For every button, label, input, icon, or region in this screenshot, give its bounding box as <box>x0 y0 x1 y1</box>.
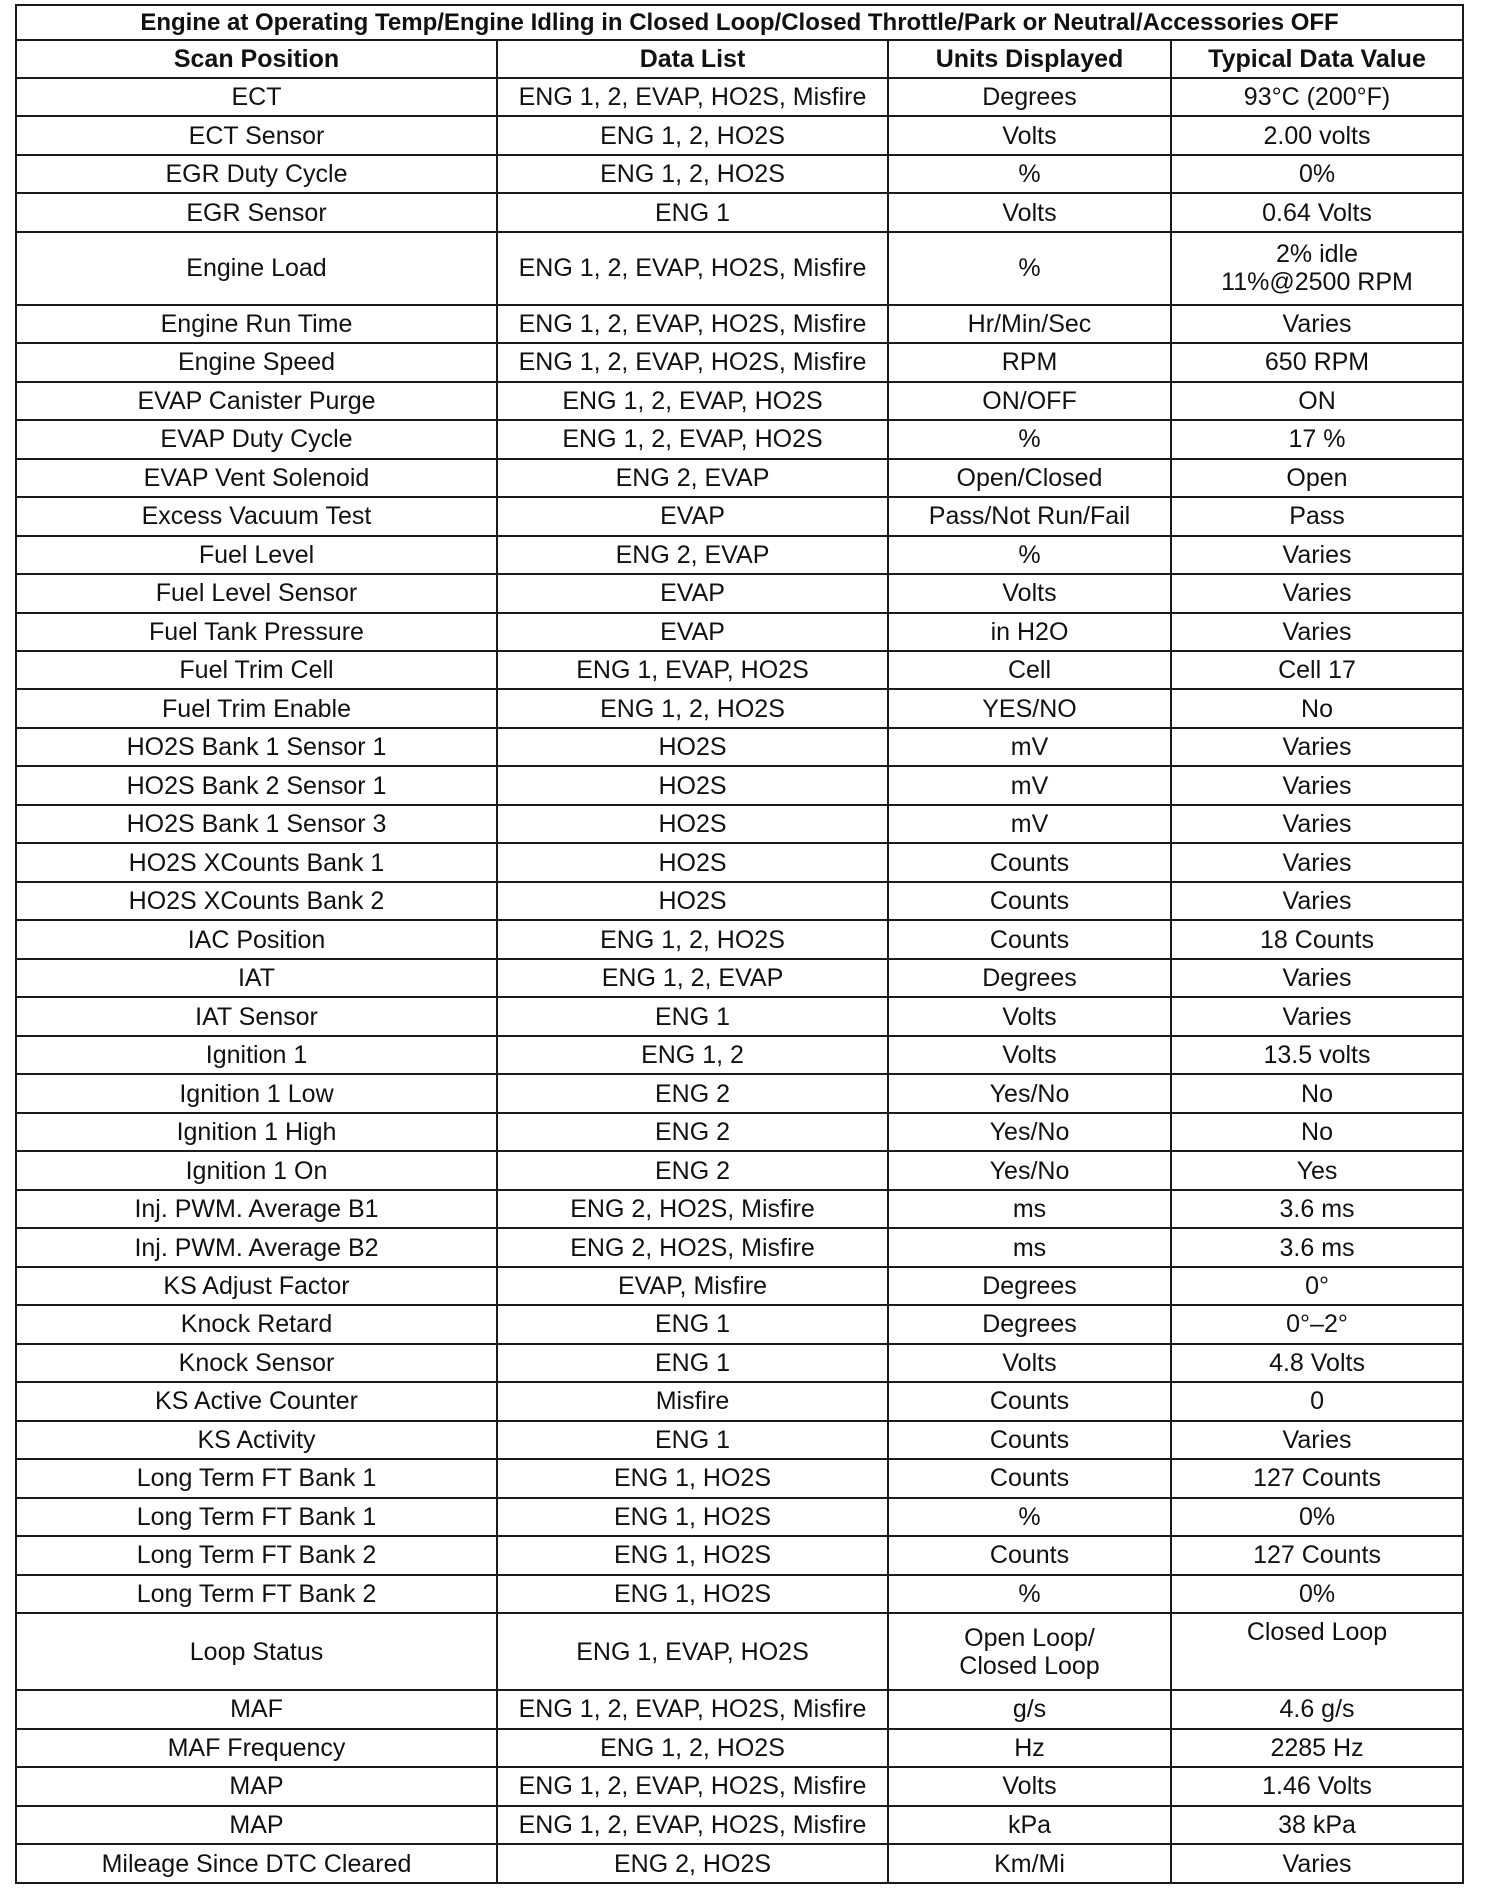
cell-typical-data-value: Varies <box>1171 959 1463 997</box>
cell-scan-position: Ignition 1 On <box>16 1151 497 1189</box>
cell-typical-data-value: Varies <box>1171 997 1463 1035</box>
cell-data-list: ENG 1, 2, HO2S <box>497 116 888 154</box>
table-row <box>16 689 1463 727</box>
cell-scan-position: Long Term FT Bank 1 <box>16 1498 497 1536</box>
cell-units-displayed: Volts <box>888 116 1171 154</box>
cell-typical-data-value: 18 Counts <box>1171 920 1463 958</box>
cell-units-displayed: Degrees <box>888 78 1171 116</box>
cell-units-displayed: Counts <box>888 920 1171 958</box>
cell-typical-data-value: Varies <box>1171 766 1463 804</box>
cell-data-list: ENG 1, 2, HO2S <box>497 920 888 958</box>
cell-scan-position: Knock Retard <box>16 1305 497 1343</box>
cell-typical-data-value: 0% <box>1171 1498 1463 1536</box>
cell-units-displayed: Volts <box>888 1344 1171 1382</box>
cell-units-displayed: ON/OFF <box>888 382 1171 420</box>
cell-units-displayed: Km/Mi <box>888 1844 1171 1883</box>
cell-units-displayed: Yes/No <box>888 1074 1171 1112</box>
cell-typical-data-value: 0% <box>1171 155 1463 193</box>
cell-scan-position: HO2S XCounts Bank 2 <box>16 882 497 920</box>
cell-units-displayed: Hz <box>888 1729 1171 1767</box>
cell-units-displayed: % <box>888 1575 1171 1613</box>
table-row <box>16 1613 1463 1690</box>
cell-typical-data-value: Varies <box>1171 613 1463 651</box>
cell-scan-position: ECT Sensor <box>16 116 497 154</box>
cell-scan-position: KS Adjust Factor <box>16 1267 497 1305</box>
table-row <box>16 1767 1463 1805</box>
cell-typical-data-value: 13.5 volts <box>1171 1036 1463 1074</box>
cell-typical-data-value: Varies <box>1171 728 1463 766</box>
cell-data-list: EVAP <box>497 613 888 651</box>
cell-units-displayed: ms <box>888 1190 1171 1228</box>
table-row <box>16 459 1463 497</box>
cell-typical-data-value: 3.6 ms <box>1171 1228 1463 1266</box>
cell-scan-position: HO2S Bank 1 Sensor 1 <box>16 728 497 766</box>
cell-data-list: ENG 1, 2, EVAP, HO2S <box>497 420 888 458</box>
table-row <box>16 574 1463 612</box>
cell-data-list: ENG 2 <box>497 1151 888 1189</box>
cell-data-list: ENG 1 <box>497 1344 888 1382</box>
cell-data-list: ENG 1, 2, HO2S <box>497 155 888 193</box>
cell-units-displayed: Counts <box>888 1421 1171 1459</box>
cell-units-displayed: Counts <box>888 1459 1171 1497</box>
table-row <box>16 1844 1463 1883</box>
cell-typical-data-value: Cell 17 <box>1171 651 1463 689</box>
table-row <box>16 997 1463 1035</box>
table-row <box>16 193 1463 231</box>
column-header-data-list: Data List <box>497 40 888 78</box>
cell-scan-position: MAF Frequency <box>16 1729 497 1767</box>
cell-data-list: ENG 1, HO2S <box>497 1459 888 1497</box>
cell-data-list: ENG 1, HO2S <box>497 1575 888 1613</box>
cell-scan-position: Fuel Trim Enable <box>16 689 497 727</box>
cell-data-list: ENG 2, HO2S, Misfire <box>497 1228 888 1266</box>
cell-scan-position: Engine Run Time <box>16 305 497 343</box>
cell-typical-data-value: Varies <box>1171 305 1463 343</box>
cell-typical-data-value: 0.64 Volts <box>1171 193 1463 231</box>
cell-typical-data-value: 2.00 volts <box>1171 116 1463 154</box>
cell-units-displayed: ms <box>888 1228 1171 1266</box>
table-row <box>16 843 1463 881</box>
cell-scan-position: Engine Speed <box>16 343 497 381</box>
cell-units-displayed: Yes/No <box>888 1151 1171 1189</box>
cell-scan-position: Ignition 1 Low <box>16 1074 497 1112</box>
cell-units-displayed: Volts <box>888 574 1171 612</box>
cell-units-displayed: Hr/Min/Sec <box>888 305 1171 343</box>
cell-scan-position: Fuel Level Sensor <box>16 574 497 612</box>
table-row <box>16 1536 1463 1574</box>
cell-scan-position: MAP <box>16 1767 497 1805</box>
table-row <box>16 305 1463 343</box>
cell-scan-position: KS Active Counter <box>16 1382 497 1420</box>
cell-scan-position: Knock Sensor <box>16 1344 497 1382</box>
table-row <box>16 651 1463 689</box>
cell-data-list: ENG 1, 2, EVAP, HO2S, Misfire <box>497 1690 888 1728</box>
cell-scan-position: EVAP Canister Purge <box>16 382 497 420</box>
cell-typical-data-value: 127 Counts <box>1171 1536 1463 1574</box>
cell-data-list: ENG 1 <box>497 1305 888 1343</box>
cell-scan-position: IAT <box>16 959 497 997</box>
cell-units-displayed-line-1: Open Loop/ <box>964 1623 1095 1652</box>
cell-typical-data-value: Varies <box>1171 536 1463 574</box>
cell-typical-data-value: Varies <box>1171 574 1463 612</box>
table-row <box>16 232 1463 305</box>
cell-typical-data-value: 0° <box>1171 1267 1463 1305</box>
scan-data-table <box>15 4 1464 1884</box>
table-row <box>16 78 1463 116</box>
cell-data-list: ENG 1, EVAP, HO2S <box>497 651 888 689</box>
table-row <box>16 1459 1463 1497</box>
table-row <box>16 882 1463 920</box>
cell-units-displayed: Counts <box>888 1536 1171 1574</box>
cell-scan-position: Ignition 1 <box>16 1036 497 1074</box>
cell-scan-position: HO2S XCounts Bank 1 <box>16 843 497 881</box>
cell-data-list: ENG 2 <box>497 1074 888 1112</box>
cell-units-displayed: Counts <box>888 1382 1171 1420</box>
cell-typical-data-value: Varies <box>1171 1844 1463 1883</box>
table-row <box>16 155 1463 193</box>
cell-scan-position: Loop Status <box>16 1613 497 1690</box>
cell-data-list: ENG 1, HO2S <box>497 1536 888 1574</box>
cell-scan-position: EGR Sensor <box>16 193 497 231</box>
cell-units-displayed: g/s <box>888 1690 1171 1728</box>
cell-units-displayed: % <box>888 232 1171 305</box>
cell-typical-data-value: 0°–2° <box>1171 1305 1463 1343</box>
cell-typical-data-value <box>1171 232 1463 305</box>
cell-units-displayed: RPM <box>888 343 1171 381</box>
table-title: Engine at Operating Temp/Engine Idling in Closed Loop/Closed Throttle/Park or Neutral/Accessories OFF <box>16 5 1463 40</box>
cell-scan-position: Ignition 1 High <box>16 1113 497 1151</box>
cell-scan-position: Long Term FT Bank 2 <box>16 1536 497 1574</box>
cell-units-displayed: in H2O <box>888 613 1171 651</box>
cell-data-list: ENG 1, 2, EVAP, HO2S, Misfire <box>497 1806 888 1844</box>
table-row <box>16 1036 1463 1074</box>
cell-scan-position: Inj. PWM. Average B1 <box>16 1190 497 1228</box>
cell-typical-data-value: 38 kPa <box>1171 1806 1463 1844</box>
cell-data-list: ENG 1, 2, EVAP <box>497 959 888 997</box>
cell-units-displayed: mV <box>888 805 1171 843</box>
cell-data-list: HO2S <box>497 882 888 920</box>
table-body <box>16 78 1463 1883</box>
cell-units-displayed: mV <box>888 728 1171 766</box>
cell-data-list: ENG 1 <box>497 997 888 1035</box>
cell-data-list: ENG 1, 2, EVAP, HO2S <box>497 382 888 420</box>
cell-units-displayed: mV <box>888 766 1171 804</box>
cell-typical-data-value: 0% <box>1171 1575 1463 1613</box>
cell-units-displayed: Degrees <box>888 1267 1171 1305</box>
cell-units-displayed: Cell <box>888 651 1171 689</box>
table-row <box>16 1575 1463 1613</box>
cell-typical-data-value: Varies <box>1171 843 1463 881</box>
table-row <box>16 382 1463 420</box>
cell-units-displayed-line-2: Closed Loop <box>959 1651 1100 1680</box>
cell-scan-position: IAT Sensor <box>16 997 497 1035</box>
cell-typical-data-value: Varies <box>1171 805 1463 843</box>
cell-data-list: ENG 1, 2, EVAP, HO2S, Misfire <box>497 232 888 305</box>
cell-data-list: ENG 1, EVAP, HO2S <box>497 1613 888 1690</box>
cell-data-list: ENG 1, 2 <box>497 1036 888 1074</box>
cell-scan-position: HO2S Bank 2 Sensor 1 <box>16 766 497 804</box>
cell-scan-position: EVAP Duty Cycle <box>16 420 497 458</box>
cell-units-displayed: kPa <box>888 1806 1171 1844</box>
cell-scan-position: HO2S Bank 1 Sensor 3 <box>16 805 497 843</box>
cell-scan-position: Fuel Level <box>16 536 497 574</box>
table-row <box>16 536 1463 574</box>
table-row <box>16 116 1463 154</box>
cell-units-displayed: Volts <box>888 1036 1171 1074</box>
cell-scan-position: Excess Vacuum Test <box>16 497 497 535</box>
cell-scan-position: Fuel Trim Cell <box>16 651 497 689</box>
cell-data-list: ENG 1, 2, HO2S <box>497 1729 888 1767</box>
cell-units-displayed: % <box>888 420 1171 458</box>
table-row <box>16 1151 1463 1189</box>
cell-typical-data-value: 0 <box>1171 1382 1463 1420</box>
table-header-row <box>16 40 1463 78</box>
cell-typical-data-value: 4.8 Volts <box>1171 1344 1463 1382</box>
table-row <box>16 766 1463 804</box>
table-row <box>16 1190 1463 1228</box>
cell-data-list: ENG 2, HO2S, Misfire <box>497 1190 888 1228</box>
cell-units-displayed: Counts <box>888 843 1171 881</box>
cell-typical-data-value: Yes <box>1171 1151 1463 1189</box>
cell-scan-position: MAF <box>16 1690 497 1728</box>
cell-typical-data-value: 650 RPM <box>1171 343 1463 381</box>
cell-scan-position: Mileage Since DTC Cleared <box>16 1844 497 1883</box>
table-row <box>16 805 1463 843</box>
cell-units-displayed: Volts <box>888 1767 1171 1805</box>
cell-data-list: ENG 1, 2, EVAP, HO2S, Misfire <box>497 305 888 343</box>
table-row <box>16 1267 1463 1305</box>
table-title-row <box>16 5 1463 40</box>
cell-typical-data-value: ON <box>1171 382 1463 420</box>
column-header-units-displayed: Units Displayed <box>888 40 1171 78</box>
cell-scan-position: EGR Duty Cycle <box>16 155 497 193</box>
cell-typical-data-value: 3.6 ms <box>1171 1190 1463 1228</box>
cell-scan-position: KS Activity <box>16 1421 497 1459</box>
cell-typical-data-value-line-1: 2% idle <box>1276 240 1359 269</box>
cell-typical-data-value: 17 % <box>1171 420 1463 458</box>
cell-data-list: EVAP, Misfire <box>497 1267 888 1305</box>
cell-data-list: ENG 2, EVAP <box>497 536 888 574</box>
table-row <box>16 1113 1463 1151</box>
cell-scan-position: ECT <box>16 78 497 116</box>
table-row <box>16 613 1463 651</box>
cell-data-list: ENG 1 <box>497 1421 888 1459</box>
table-row <box>16 1729 1463 1767</box>
cell-data-list: ENG 1, 2, HO2S <box>497 689 888 727</box>
cell-data-list: ENG 2 <box>497 1113 888 1151</box>
table-row <box>16 1498 1463 1536</box>
cell-scan-position: Inj. PWM. Average B2 <box>16 1228 497 1266</box>
table-row <box>16 1382 1463 1420</box>
cell-data-list: HO2S <box>497 766 888 804</box>
table-row <box>16 1228 1463 1266</box>
cell-typical-data-value: 1.46 Volts <box>1171 1767 1463 1805</box>
cell-typical-data-value: 4.6 g/s <box>1171 1690 1463 1728</box>
cell-units-displayed: Degrees <box>888 1305 1171 1343</box>
column-header-scan-position: Scan Position <box>16 40 497 78</box>
cell-typical-data-value-line-2: 11%@2500 RPM <box>1221 268 1413 297</box>
cell-units-displayed: % <box>888 1498 1171 1536</box>
cell-units-displayed: Degrees <box>888 959 1171 997</box>
table-row <box>16 497 1463 535</box>
cell-typical-data-value: Pass <box>1171 497 1463 535</box>
cell-data-list: HO2S <box>497 805 888 843</box>
cell-units-displayed: Volts <box>888 193 1171 231</box>
table-row <box>16 959 1463 997</box>
cell-data-list: ENG 1, 2, EVAP, HO2S, Misfire <box>497 78 888 116</box>
cell-typical-data-value: Open <box>1171 459 1463 497</box>
column-header-typical-data-value: Typical Data Value <box>1171 40 1463 78</box>
cell-units-displayed: Volts <box>888 997 1171 1035</box>
cell-scan-position: Fuel Tank Pressure <box>16 613 497 651</box>
cell-typical-data-value: Varies <box>1171 1421 1463 1459</box>
table-row <box>16 343 1463 381</box>
table-row <box>16 1074 1463 1112</box>
cell-scan-position: Long Term FT Bank 1 <box>16 1459 497 1497</box>
table-row <box>16 728 1463 766</box>
table-row <box>16 920 1463 958</box>
cell-typical-data-value: 93°C (200°F) <box>1171 78 1463 116</box>
cell-typical-data-value: Varies <box>1171 882 1463 920</box>
cell-data-list: Misfire <box>497 1382 888 1420</box>
cell-units-displayed: YES/NO <box>888 689 1171 727</box>
cell-units-displayed: Yes/No <box>888 1113 1171 1151</box>
table-row <box>16 1421 1463 1459</box>
table-row <box>16 1806 1463 1844</box>
cell-data-list: EVAP <box>497 574 888 612</box>
cell-data-list: ENG 1, 2, EVAP, HO2S, Misfire <box>497 1767 888 1805</box>
cell-data-list: HO2S <box>497 728 888 766</box>
cell-units-displayed: Pass/Not Run/Fail <box>888 497 1171 535</box>
cell-units-displayed: Counts <box>888 882 1171 920</box>
cell-scan-position: Long Term FT Bank 2 <box>16 1575 497 1613</box>
table-row <box>16 1344 1463 1382</box>
cell-units-displayed: Open/Closed <box>888 459 1171 497</box>
cell-data-list: ENG 1 <box>497 193 888 231</box>
cell-units-displayed: % <box>888 155 1171 193</box>
cell-units-displayed <box>888 1613 1171 1690</box>
cell-data-list: ENG 1, HO2S <box>497 1498 888 1536</box>
cell-typical-data-value: Closed Loop <box>1171 1613 1463 1690</box>
cell-typical-data-value: No <box>1171 1113 1463 1151</box>
cell-typical-data-value: No <box>1171 689 1463 727</box>
table-row <box>16 1305 1463 1343</box>
cell-data-list: ENG 2, HO2S <box>497 1844 888 1883</box>
cell-scan-position: EVAP Vent Solenoid <box>16 459 497 497</box>
cell-data-list: ENG 2, EVAP <box>497 459 888 497</box>
cell-units-displayed: % <box>888 536 1171 574</box>
cell-scan-position: IAC Position <box>16 920 497 958</box>
cell-typical-data-value: 127 Counts <box>1171 1459 1463 1497</box>
cell-data-list: ENG 1, 2, EVAP, HO2S, Misfire <box>497 343 888 381</box>
cell-data-list: HO2S <box>497 843 888 881</box>
cell-data-list: EVAP <box>497 497 888 535</box>
cell-scan-position: MAP <box>16 1806 497 1844</box>
table-row <box>16 1690 1463 1728</box>
cell-typical-data-value: 2285 Hz <box>1171 1729 1463 1767</box>
table-row <box>16 420 1463 458</box>
cell-typical-data-value: No <box>1171 1074 1463 1112</box>
cell-scan-position: Engine Load <box>16 232 497 305</box>
